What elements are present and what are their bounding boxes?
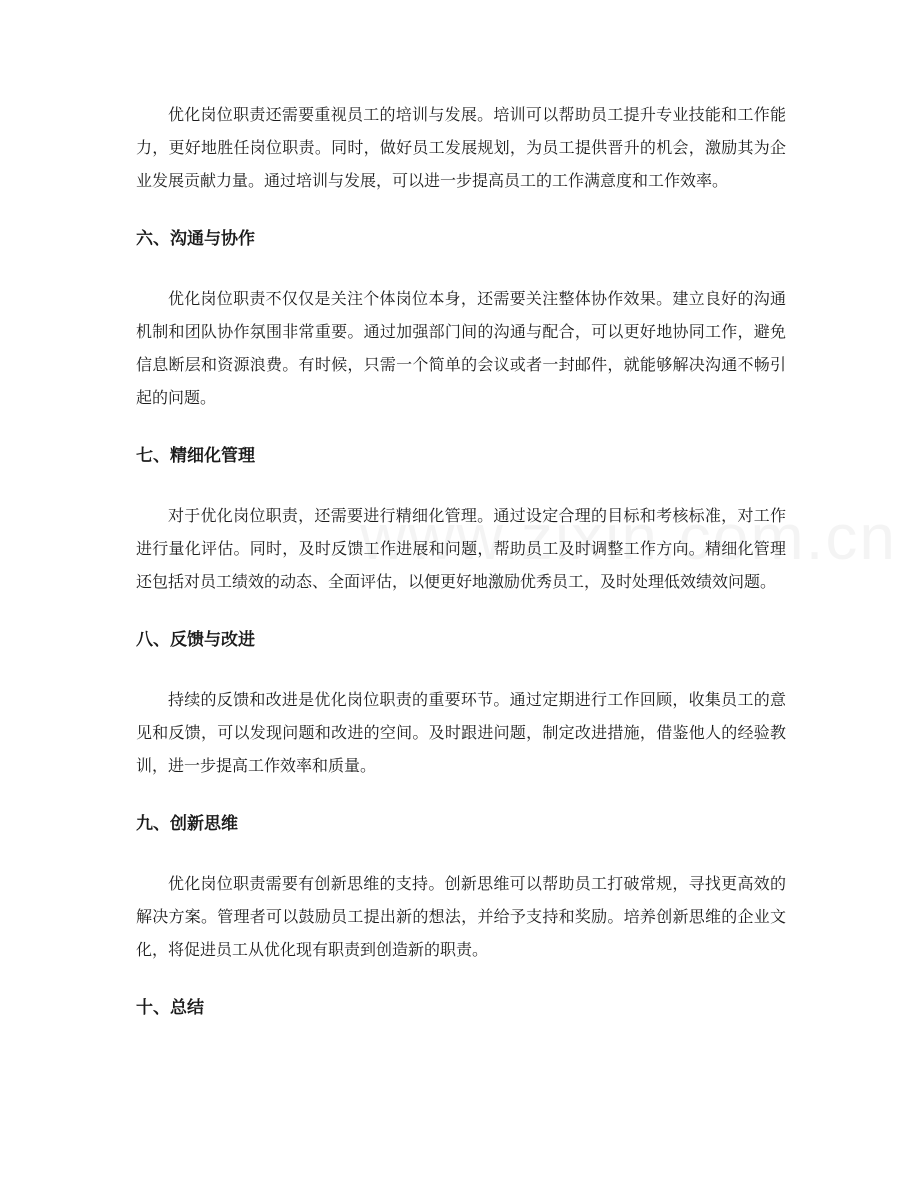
section-paragraph-feedback: 持续的反馈和改进是优化岗位职责的重要环节。通过定期进行工作回顾，收集员工的意见和反馈，可以发现问题和改进的空间。及时跟进问题，制定改进措施，借鉴他人的经验教训，进一步提高工作效率和质量。 xyxy=(136,690,786,775)
section-paragraph-communication: 优化岗位职责不仅仅是关注个体岗位本身，还需要关注整体协作效果。建立良好的沟通机制和团队协作氛围非常重要。通过加强部门间的沟通与配合，可以更好地协同工作，避免信息断层和资源浪费。有时候，只需一个简单的会议或者一封邮件，就能够解决沟通不畅引起的问题。 xyxy=(136,289,786,407)
section-heading-summary: 十、总结 xyxy=(136,998,204,1018)
section-paragraph-refined-management: 对于优化岗位职责，还需要进行精细化管理。通过设定合理的目标和考核标准，对工作进行量化评估。同时，及时反馈工作进展和问题，帮助员工及时调整工作方向。精细化管理还包括对员工绩效的动态、全面评估，以便更好地激励优秀员工，及时处理低效绩效问题。 xyxy=(136,506,786,591)
section-heading-communication: 六、沟通与协作 xyxy=(136,229,255,249)
intro-paragraph: 优化岗位职责还需要重视员工的培训与发展。培训可以帮助员工提升专业技能和工作能力，更好地胜任岗位职责。同时，做好员工发展规划，为员工提供晋升的机会，激励其为企业发展贡献力量。通过培训与发展，可以进一步提高员工的工作满意度和工作效率。 xyxy=(136,105,786,190)
document-body xyxy=(136,98,786,1051)
section-paragraph-innovation: 优化岗位职责需要有创新思维的支持。创新思维可以帮助员工打破常规，寻找更高效的解决方案。管理者可以鼓励员工提出新的想法，并给予支持和奖励。培养创新思维的企业文化，将促进员工从优化现有职责到创造新的职责。 xyxy=(136,874,786,959)
section-heading-innovation: 九、创新思维 xyxy=(136,814,238,834)
section-heading-refined-management: 七、精细化管理 xyxy=(136,446,255,466)
section-heading-feedback: 八、反馈与改进 xyxy=(136,630,255,650)
